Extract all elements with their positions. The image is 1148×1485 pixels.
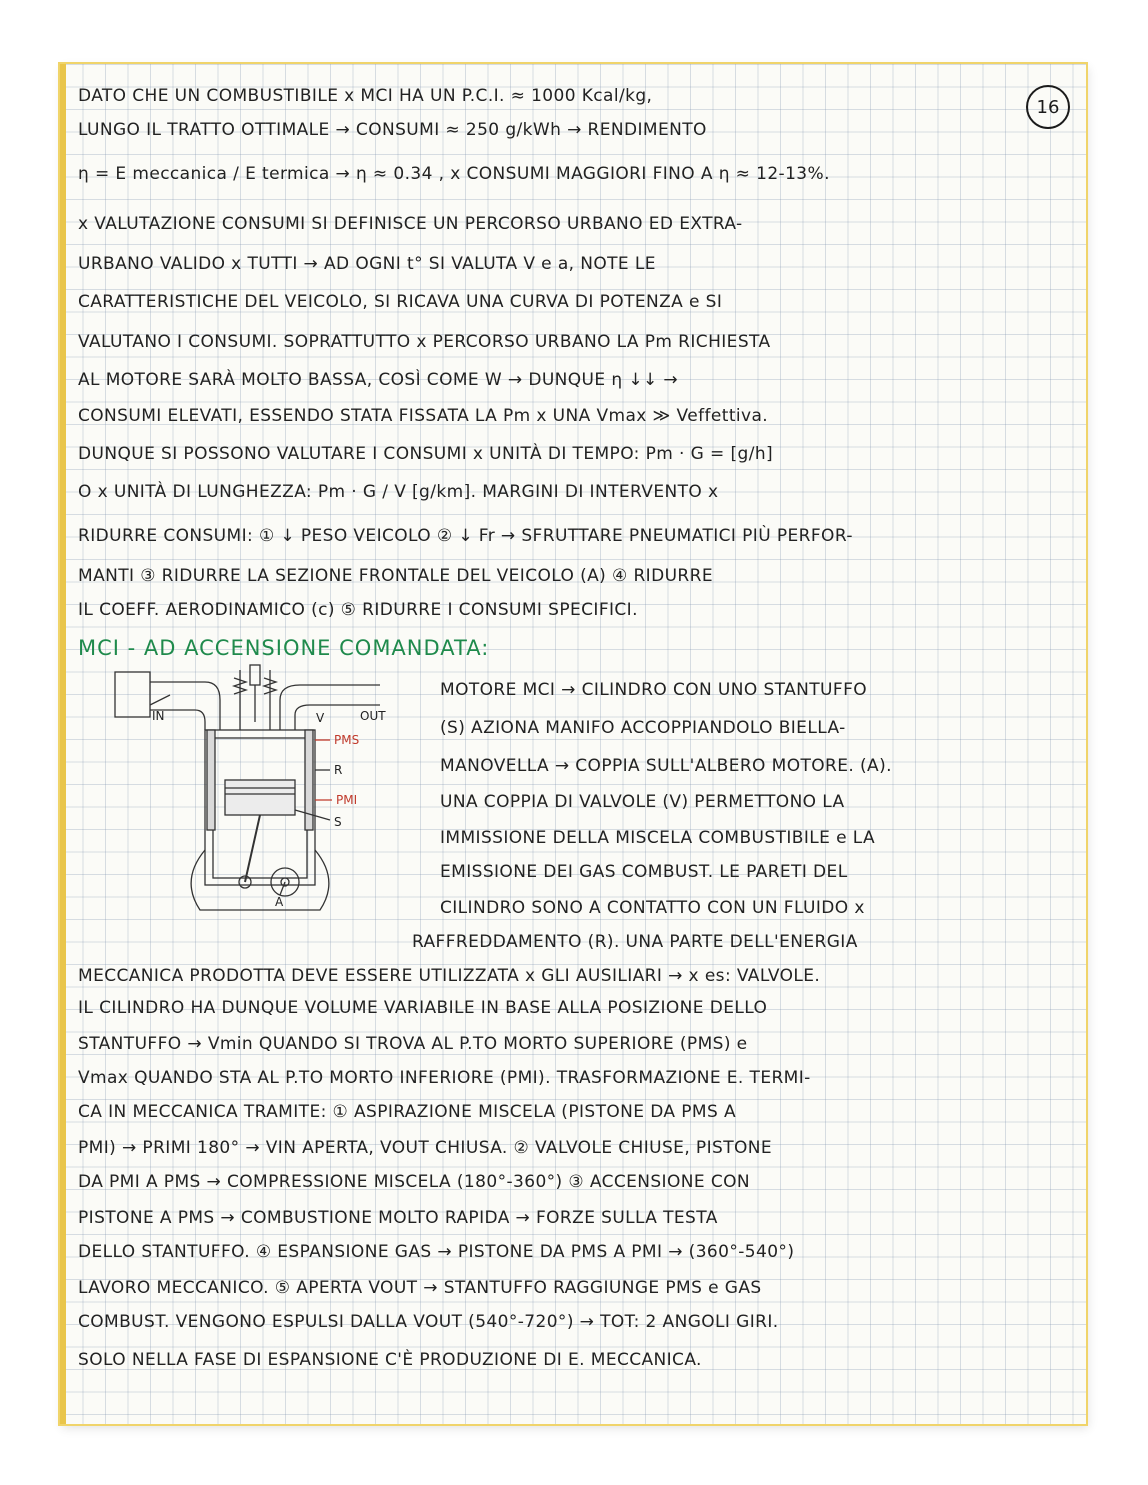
text-line: CONSUMI ELEVATI, ESSENDO STATA FISSATA LA Pm x UNA Vmax ≫ Veffettiva. [78, 406, 769, 426]
intake-manifold [115, 672, 150, 717]
text-line: RAFFREDDAMENTO (R). UNA PARTE DELL'ENERGIA [412, 932, 858, 952]
text-line: η = E meccanica / E termica → η ≈ 0.34 , x CONSUMI MAGGIORI FINO A η ≈ 12-13%. [78, 164, 830, 184]
text-line: x VALUTAZIONE CONSUMI SI DEFINISCE UN PERCORSO URBANO ED EXTRA- [78, 214, 743, 234]
text-line: IMMISSIONE DELLA MISCELA COMBUSTIBILE e LA [440, 828, 876, 848]
text-line: UNA COPPIA DI VALVOLE (V) PERMETTONO LA [440, 792, 845, 812]
text-line: CILINDRO SONO A CONTATTO CON UN FLUIDO x [440, 898, 865, 918]
text-line: STANTUFFO → Vmin QUANDO SI TROVA AL P.TO MORTO SUPERIORE (PMS) e [78, 1034, 748, 1054]
text-line: CA IN MECCANICA TRAMITE: ① ASPIRAZIONE MISCELA (PISTONE DA PMS A [78, 1102, 736, 1122]
section-heading: MCI - AD ACCENSIONE COMANDATA: [78, 636, 490, 660]
text-line: Vmax QUANDO STA AL P.TO MORTO INFERIORE (PMI). TRASFORMAZIONE E. TERMI- [78, 1068, 811, 1088]
text-line: DA PMI A PMS → COMPRESSIONE MISCELA (180°-360°) ③ ACCENSIONE CON [78, 1172, 750, 1192]
text-line: LAVORO MECCANICO. ⑤ APERTA VOUT → STANTUFFO RAGGIUNGE PMS e GAS [78, 1278, 762, 1298]
text-line: DUNQUE SI POSSONO VALUTARE I CONSUMI x UNITÀ DI TEMPO: Pm · G = [g/h] [78, 444, 774, 464]
text-line: O x UNITÀ DI LUNGHEZZA: Pm · G / V [g/km]. MARGINI DI INTERVENTO x [78, 482, 719, 502]
text-line: MANOVELLA → COPPIA SULL'ALBERO MOTORE. (A). [440, 756, 892, 776]
text-line: IL CILINDRO HA DUNQUE VOLUME VARIABILE IN BASE ALLA POSIZIONE DELLO [78, 998, 768, 1018]
text-line: DELLO STANTUFFO. ④ ESPANSIONE GAS → PISTONE DA PMS A PMI → (360°-540°) [78, 1242, 795, 1262]
text-line: COMBUST. VENGONO ESPULSI DALLA VOUT (540°-720°) → TOT: 2 ANGOLI GIRI. [78, 1312, 779, 1332]
text-line: DATO CHE UN COMBUSTIBILE x MCI HA UN P.C.I. ≈ 1000 Kcal/kg, [78, 86, 653, 106]
label-out: OUT [360, 709, 386, 723]
label-valve: V [316, 711, 325, 725]
text-line: LUNGO IL TRATTO OTTIMALE → CONSUMI ≈ 250 g/kWh → RENDIMENTO [78, 120, 707, 140]
text-line: PMI) → PRIMI 180° → VIN APERTA, VOUT CHIUSA. ② VALVOLE CHIUSE, PISTONE [78, 1138, 773, 1158]
text-line: PISTONE A PMS → COMBUSTIONE MOLTO RAPIDA → FORZE SULLA TESTA [78, 1208, 718, 1228]
label-a: A [275, 895, 284, 909]
text-line: MOTORE MCI → CILINDRO CON UNO STANTUFFO [440, 680, 868, 700]
text-line: (S) AZIONA MANIFO ACCOPPIANDOLO BIELLA- [440, 718, 846, 738]
text-line: EMISSIONE DEI GAS COMBUST. LE PARETI DEL [440, 862, 848, 882]
page-edge [60, 64, 66, 1424]
page-number: 16 [1026, 85, 1070, 129]
text-line: MANTI ③ RIDURRE LA SEZIONE FRONTALE DEL VEICOLO (A) ④ RIDURRE [78, 566, 713, 586]
piston [225, 780, 295, 815]
engine-cylinder-diagram [110, 660, 410, 930]
label-pmi: PMI [336, 793, 358, 807]
text-line: AL MOTORE SARÀ MOLTO BASSA, COSÌ COME W → DUNQUE η ↓↓ → [78, 370, 679, 390]
label-s: S [334, 815, 342, 829]
label-pms: PMS [334, 733, 360, 747]
label-r: R [334, 763, 343, 777]
text-line: URBANO VALIDO x TUTTI → AD OGNI t° SI VALUTA V e a, NOTE LE [78, 254, 656, 274]
text-line: IL COEFF. AERODINAMICO (c) ⑤ RIDURRE I CONSUMI SPECIFICI. [78, 600, 638, 620]
text-line: MECCANICA PRODOTTA DEVE ESSERE UTILIZZATA x GLI AUSILIARI → x es: VALVOLE. [78, 966, 821, 986]
label-in: IN [152, 709, 165, 723]
crankcase [191, 850, 329, 910]
text-line: VALUTANO I CONSUMI. SOPRATTUTTO x PERCORSO URBANO LA Pm RICHIESTA [78, 332, 771, 352]
text-line: RIDURRE CONSUMI: ① ↓ PESO VEICOLO ② ↓ Fr → SFRUTTARE PNEUMATICI PIÙ PERFOR- [78, 526, 853, 546]
text-line: SOLO NELLA FASE DI ESPANSIONE C'È PRODUZIONE DI E. MECCANICA. [78, 1350, 702, 1370]
connecting-rod [245, 815, 260, 882]
text-line: CARATTERISTICHE DEL VEICOLO, SI RICAVA UNA CURVA DI POTENZA e SI [78, 292, 723, 312]
